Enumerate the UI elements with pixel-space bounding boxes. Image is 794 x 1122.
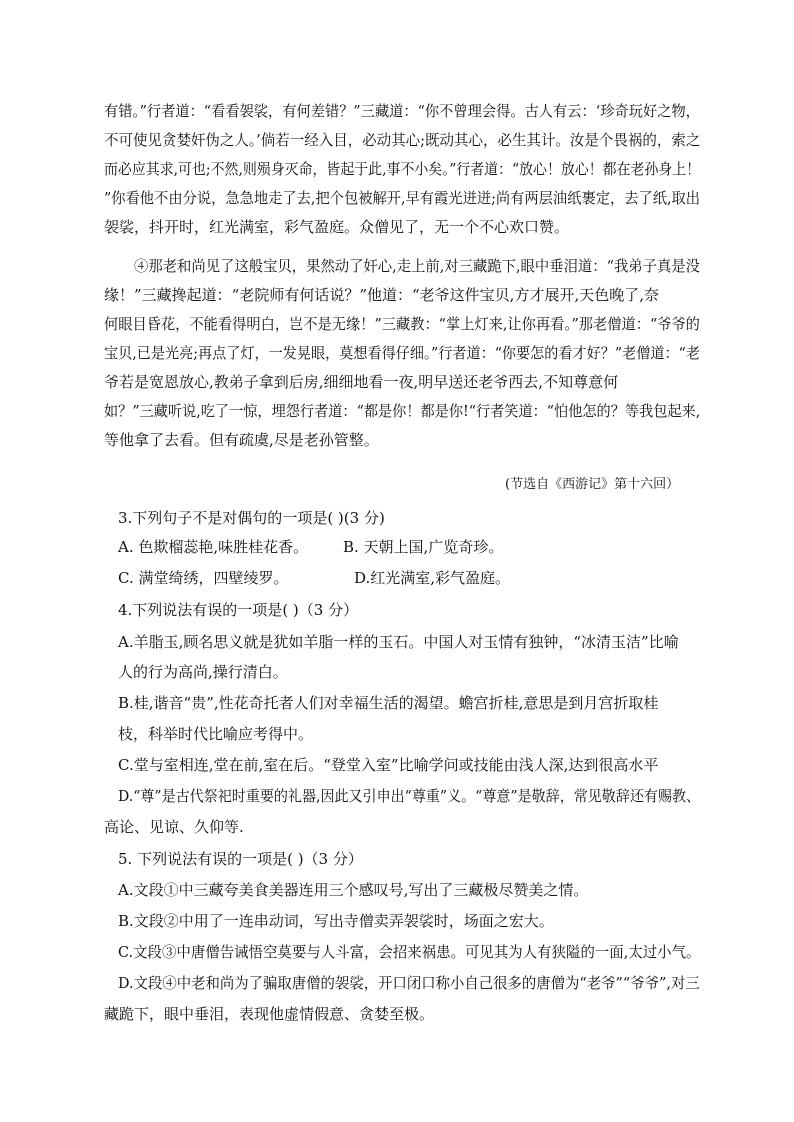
question-4-stem: 4.下列说法有误的一项是( )（3 分）: [118, 601, 359, 619]
option-d-continued: 藏跪下，眼中垂泪，表现他虚情假意、贪婪至极。: [104, 1005, 435, 1023]
option-a: A.羊脂玉,顾名思义就是犹如羊脂一样的玉石。中国人对玉情有独钟，“冰清玉洁”比喻: [118, 633, 679, 651]
passage-line: 等他拿了去看。但有疏虞,尽是老孙管整。: [104, 431, 379, 449]
passage-line: ”你看他不由分说，急急地走了去,把个包被解开,早有霞光迸迸;尚有两层油纸裹定，去了纸,取出: [104, 189, 701, 207]
passage-line: ④那老和尚见了这般宝贝，果然动了奸心,走上前,对三藏跪下,眼中垂泪道：“我弟子真是没: [134, 257, 700, 275]
option-c: C.堂与室相连,堂在前,室在后。“登堂入室”比喻学问或技能由浅人深,达到很高水平: [118, 756, 659, 774]
option-a: A. 色欺榴蕊艳,味胜桂花香。: [118, 538, 309, 556]
option-c: C. 满堂绮绣，四壁绫罗。: [118, 569, 289, 587]
passage-line: 何眼目昏花，不能看得明白，岂不是无缘！”三藏教：“掌上灯来,让你再看。”那老僧道：“爷爷的: [104, 315, 700, 333]
passage-line: 如？”三藏听说,吃了一惊，埋怨行者道：“都是你！都是你!“行者笑道：“怕他怎的？等我包起来,: [104, 402, 701, 420]
option-d: D.文段④中老和尚为了骗取唐僧的袈裟，开口闭口称小自己很多的唐僧为“老爷”“爷爷”,对三: [118, 974, 700, 992]
option-b: B.桂,谐音“贵”,性花奇托者人们对幸福生活的渴望。蟾宫折桂,意思是到月宫折取桂: [118, 694, 659, 712]
question-3-stem: 3.下列句子不是对偶句的一项是( )(3 分): [118, 509, 385, 527]
passage-line: 宝贝,已是光亮;再点了灯，一发晃眼，莫想看得仔细。”行者道：“你要怎的看才好？”老僧道：“老: [104, 344, 700, 362]
option-d: D.红光满室,彩气盈庭。: [354, 569, 511, 587]
passage-line: 爷若是宽恩放心,教弟子拿到后房,细细地看一夜,明早送还老爷西去,不知尊意何: [104, 373, 619, 391]
passage-line: 而必应其求,可也;不然,则殒身灭命，皆起于此,事不小矣。”行者道：“放心！放心！都在老孙身上！: [104, 160, 701, 178]
option-d-continued: 高论、见谅、久仰等.: [104, 818, 244, 836]
option-c: C.文段③中唐僧告诫悟空莫要与人斗富，会招来祸患。可见其为人有狭隘的一面,太过小气。: [118, 943, 701, 961]
option-b: B. 天朝上国,广览奇珍。: [343, 538, 504, 556]
passage-line: 不可使见贪婪奸伪之人。’倘若一经入目，必动其心;既动其心，必生其计。汝是个畏祸的，索之: [104, 131, 701, 149]
passage-line: 有错。”行者道：“看看袈裟，有何差错？”三藏道：“你不曾理会得。古人有云：‘珍奇玩好之物，: [104, 102, 700, 120]
passage-line: 袈裟，抖开时，红光满室，彩气盈庭。众僧见了，无一个不心欢口赞。: [104, 218, 570, 236]
option-a: A.文段①中三藏夸美食美器连用三个感叹号,写出了三藏极尽赞美之情。: [118, 881, 589, 899]
option-a-continued: 人的行为高尚,操行清白。: [118, 663, 288, 681]
source-citation: (节选自《西游记》第十六回）: [505, 477, 680, 492]
passage-line: 缘！”三藏搀起道：“老院师有何话说？”他道：“老爷这件宝贝,方才展开,天色晚了,奈: [104, 286, 659, 304]
option-b-continued: 枝，科举时代比喻应考得中。: [118, 725, 314, 743]
question-5-stem: 5. 下列说法有误的一项是( )（3 分）: [118, 850, 363, 868]
option-d: D.“尊”是古代祭祀时重要的礼器,因此又引申出“尊重”义。“尊意”是敬辞，常见敬辞还有赐教、: [118, 787, 701, 805]
option-b: B.文段②中用了一连串动词，写出寺僧卖弄袈裟时，场面之宏大。: [118, 912, 554, 930]
